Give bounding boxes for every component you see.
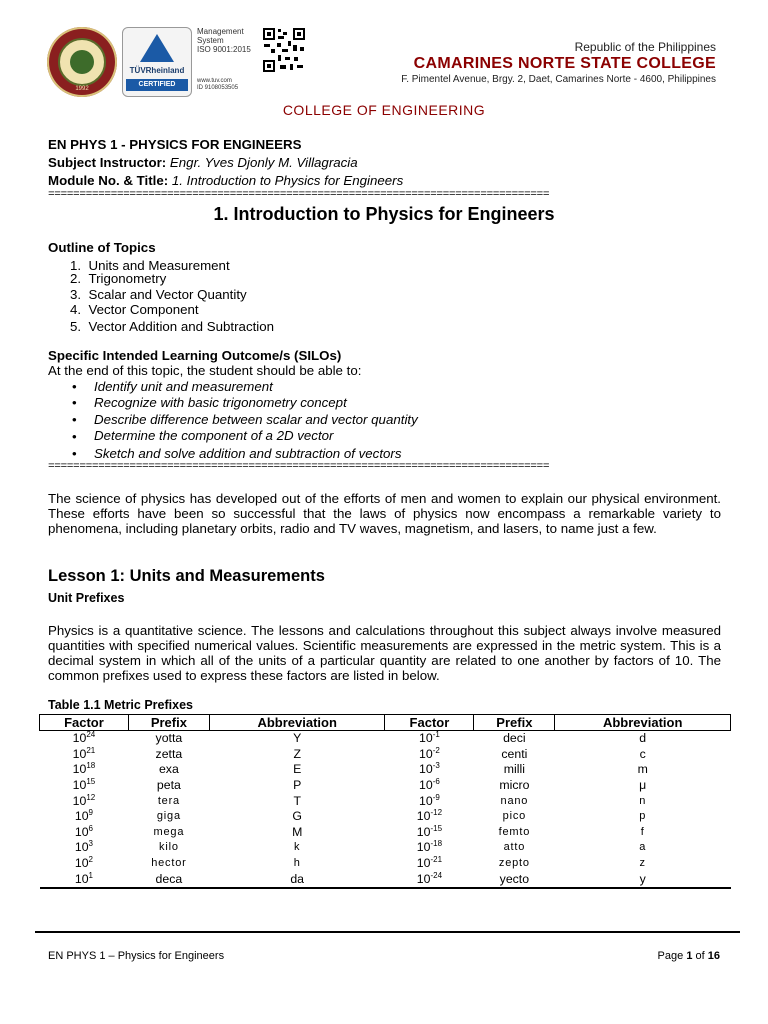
department-name: COLLEGE OF ENGINEERING [282,102,486,118]
table-row [40,793,731,809]
factor-cell [385,871,474,888]
abbreviation-cell: c [639,746,646,761]
factor-cell [40,778,129,794]
prefix-cell: deci [503,731,526,746]
factor-base: 10 [419,778,433,793]
factor-cell [40,871,129,888]
prefix-cell: zetta [155,746,183,761]
prefix-cell: tera [157,794,180,807]
silo-title: Specific Intended Learning Outcome/s (SILOs) [48,348,342,363]
factor-base: 10 [72,762,87,777]
factor-base: 10 [74,871,89,886]
tuv-id: ID 9108053505 [197,85,239,91]
silo-bullet: • [72,412,77,427]
abbreviation-cell: m [637,762,648,777]
table-row [40,871,731,888]
prefix-cell: zepto [498,857,530,870]
column-header: Factor [385,715,474,731]
abbreviation-cell: M [292,824,303,839]
factor-base: 10 [419,746,433,761]
factor-base: 10 [416,871,431,886]
management-system-text [197,27,257,54]
mgmt-line: ISO 9001:2015 [197,45,251,54]
tuv-url: www.tuv.com [197,78,232,84]
factor-base: 10 [419,731,433,746]
prefix-cell: centi [501,746,528,761]
prefix-cell: kilo [159,841,179,854]
instructor-label: Subject Instructor: [48,155,167,170]
factor-cell [385,778,474,794]
page-total: 16 [707,950,720,962]
factor-exponent: -24 [430,870,443,880]
table-row [40,840,731,856]
factor-exponent: 18 [86,761,96,771]
factor-cell [385,840,474,856]
module-label: Module No. & Title: [48,173,169,188]
factor-cell [40,793,129,809]
outline-item [70,319,274,335]
silo-item: Describe difference between scalar and vector quantity [94,412,418,427]
factor-exponent: 1 [88,870,93,880]
prefix-cell: yecto [474,871,555,888]
tuv-triangle-icon [140,34,174,62]
abbreviation-cell: f [640,825,645,838]
separator-line: ================================================================================ [48,461,550,473]
outline-text: Vector Component [88,302,199,317]
factor-cell [385,825,474,841]
table-caption: Table 1.1 Metric Prefixes [48,698,193,712]
footer-divider [35,931,740,933]
table-row [40,778,731,794]
factor-base: 10 [419,793,433,808]
abbreviation-cell: k [294,841,301,854]
outline-num: 4. [70,302,82,317]
college-address: F. Pimentel Avenue, Brgy. 2, Daet, Camarines Norte - 4600, Philippines [401,74,716,85]
abbreviation-cell: G [292,809,302,824]
table-header-row [40,715,731,731]
column-header: Prefix [474,715,555,731]
factor-cell [385,747,474,763]
factor-cell [385,731,474,747]
abbreviation-cell: p [639,810,647,823]
tuv-certified-badge: CERTIFIED [126,79,188,91]
separator-line: ================================================================================ [48,189,550,201]
silo-bullet: • [72,395,77,410]
abbreviation-cell: Z [293,746,301,761]
factor-exponent: 21 [86,745,96,755]
instructor-name: Engr. Yves Djonly M. Villagracia [169,155,358,170]
mgmt-line: System [197,36,224,45]
table-row [40,762,731,778]
page-label: Page [657,950,684,962]
tuv-url-id [197,78,257,92]
abbreviation-cell: n [639,794,647,807]
column-header: Abbreviation [555,715,731,731]
factor-exponent: -18 [430,839,443,849]
college-seal-emblem [70,50,94,74]
factor-base: 10 [74,856,89,871]
factor-base: 10 [416,809,431,824]
abbreviation-cell: T [293,793,301,808]
outline-text: Units and Measurement [88,258,230,273]
column-header: Abbreviation [209,715,385,731]
outline-num: 1. [70,258,82,273]
prefix-cell: yotta [155,731,183,746]
prefix-cell: femto [498,825,531,838]
factor-exponent: -2 [432,745,440,755]
factor-exponent: -3 [432,761,440,771]
factor-base: 10 [74,809,89,824]
outline-item [70,271,166,287]
course-title: EN PHYS 1 - PHYSICS FOR ENGINEERS [48,137,302,152]
factor-base: 10 [416,840,431,855]
factor-base: 10 [416,824,431,839]
prefix-cell: pico [502,810,527,823]
prefix-cell: giga [156,810,181,823]
factor-cell [385,762,474,778]
prefix-cell: micro [499,778,530,793]
outline-text: Vector Addition and Subtraction [88,319,275,334]
outline-text: Scalar and Vector Quantity [88,287,247,302]
factor-exponent: 3 [88,839,93,849]
outline-item [70,302,199,318]
factor-exponent: -12 [430,808,443,818]
college-name: CAMARINES NORTE STATE COLLEGE [413,55,716,72]
factor-exponent: -21 [430,855,443,865]
abbreviation-cell: da [209,871,385,888]
prefix-cell: hector [151,857,187,870]
factor-exponent: -9 [432,792,440,802]
factor-base: 10 [419,762,433,777]
table-row [40,825,731,841]
abbreviation-cell: d [639,731,647,746]
prefix-cell: nano [500,794,529,807]
abbreviation-cell: Y [293,731,302,746]
factor-cell [40,840,129,856]
footer-course: EN PHYS 1 – Physics for Engineers [48,950,225,962]
factor-base: 10 [72,793,87,808]
factor-cell [40,747,129,763]
metric-prefixes-table [39,714,731,889]
silo-item: Determine the component of a 2D vector [94,428,334,443]
factor-exponent: 6 [88,823,93,833]
prefix-cell: mega [153,825,185,838]
outline-item [70,287,247,303]
factor-cell [40,809,129,825]
factor-exponent: 9 [88,808,93,818]
factor-cell [385,809,474,825]
module-line [48,173,403,189]
factor-cell [40,825,129,841]
column-header: Prefix [128,715,209,731]
column-header: Factor [40,715,129,731]
page-number [658,950,720,962]
intro-paragraph: The science of physics has developed out of the efforts of men and women to explain our physical environment. These efforts have been so successful that the laws of physics now encompass a remarkable variety to phenomena, including planetary orbits, radio and TV waves, magnetism, and lasers, to name just a few. [48,491,721,536]
factor-base: 10 [72,746,87,761]
factor-cell [40,731,129,747]
lesson-subtitle: Unit Prefixes [48,591,125,605]
outline-text: Trigonometry [88,271,167,286]
tuv-name: TÜVRheinland [129,66,185,75]
abbreviation-cell: P [293,778,302,793]
factor-base: 10 [72,731,87,746]
abbreviation-cell: a [639,841,647,854]
factor-base: 10 [72,778,87,793]
outline-num: 2. [70,271,82,286]
silo-intro: At the end of this topic, the student should be able to: [48,363,362,378]
factor-base: 10 [74,824,89,839]
module-heading: 1. Introduction to Physics for Engineers [213,204,555,224]
prefix-cell: deca [128,871,209,888]
silo-bullet: • [72,446,77,461]
abbreviation-cell: μ [639,778,647,793]
factor-exponent: 24 [86,730,96,740]
factor-cell [385,793,474,809]
silo-bullet: • [72,379,77,394]
lesson-paragraph: Physics is a quantitative science. The lessons and calculations throughout this subject always involve measured quantities with specified numerical values. Scientific measurements are expressed in the metric system. This is a decimal system in which all of the units of a particular quantity are related to one another by factors of 10. The common prefixes used to express these factors are listed in below. [48,623,721,683]
factor-exponent: -15 [430,823,443,833]
factor-exponent: 12 [86,792,96,802]
outline-num: 3. [70,287,82,302]
prefix-cell: peta [156,778,181,793]
module-title: 1. Introduction to Physics for Engineers [171,173,404,188]
outline-title: Outline of Topics [48,240,156,255]
silo-item: Recognize with basic trigonometry concept [94,395,347,410]
silo-item: Sketch and solve addition and subtraction of vectors [94,446,402,461]
abbreviation-cell: z [639,857,646,870]
table-row [40,809,731,825]
page-current: 1 [686,950,693,962]
factor-cell [385,856,474,872]
prefix-cell: atto [503,841,526,854]
abbreviation-cell: y [555,871,731,888]
qr-code-icon [262,27,306,73]
silo-item: Identify unit and measurement [94,379,273,394]
factor-exponent: 2 [88,855,93,865]
factor-cell [40,762,129,778]
prefix-cell: exa [158,762,179,777]
instructor-line [48,155,358,171]
factor-cell [40,856,129,872]
republic-text: Republic of the Philippines [574,40,716,54]
table-row [40,856,731,872]
abbreviation-cell: E [293,762,302,777]
prefix-cell: milli [503,762,525,777]
outline-num: 5. [70,319,82,334]
abbreviation-cell: h [293,857,301,870]
factor-base: 10 [416,856,431,871]
table-row [40,747,731,763]
lesson-title: Lesson 1: Units and Measurements [48,567,325,585]
mgmt-line: Management [197,27,244,36]
college-seal-year: 1992 [75,86,89,92]
factor-exponent: -1 [432,730,440,740]
factor-exponent: 15 [86,777,96,787]
factor-base: 10 [74,840,89,855]
factor-exponent: -6 [432,777,440,787]
table-row [40,731,731,747]
page-of: of [695,950,705,962]
silo-bullet: • [72,429,77,444]
